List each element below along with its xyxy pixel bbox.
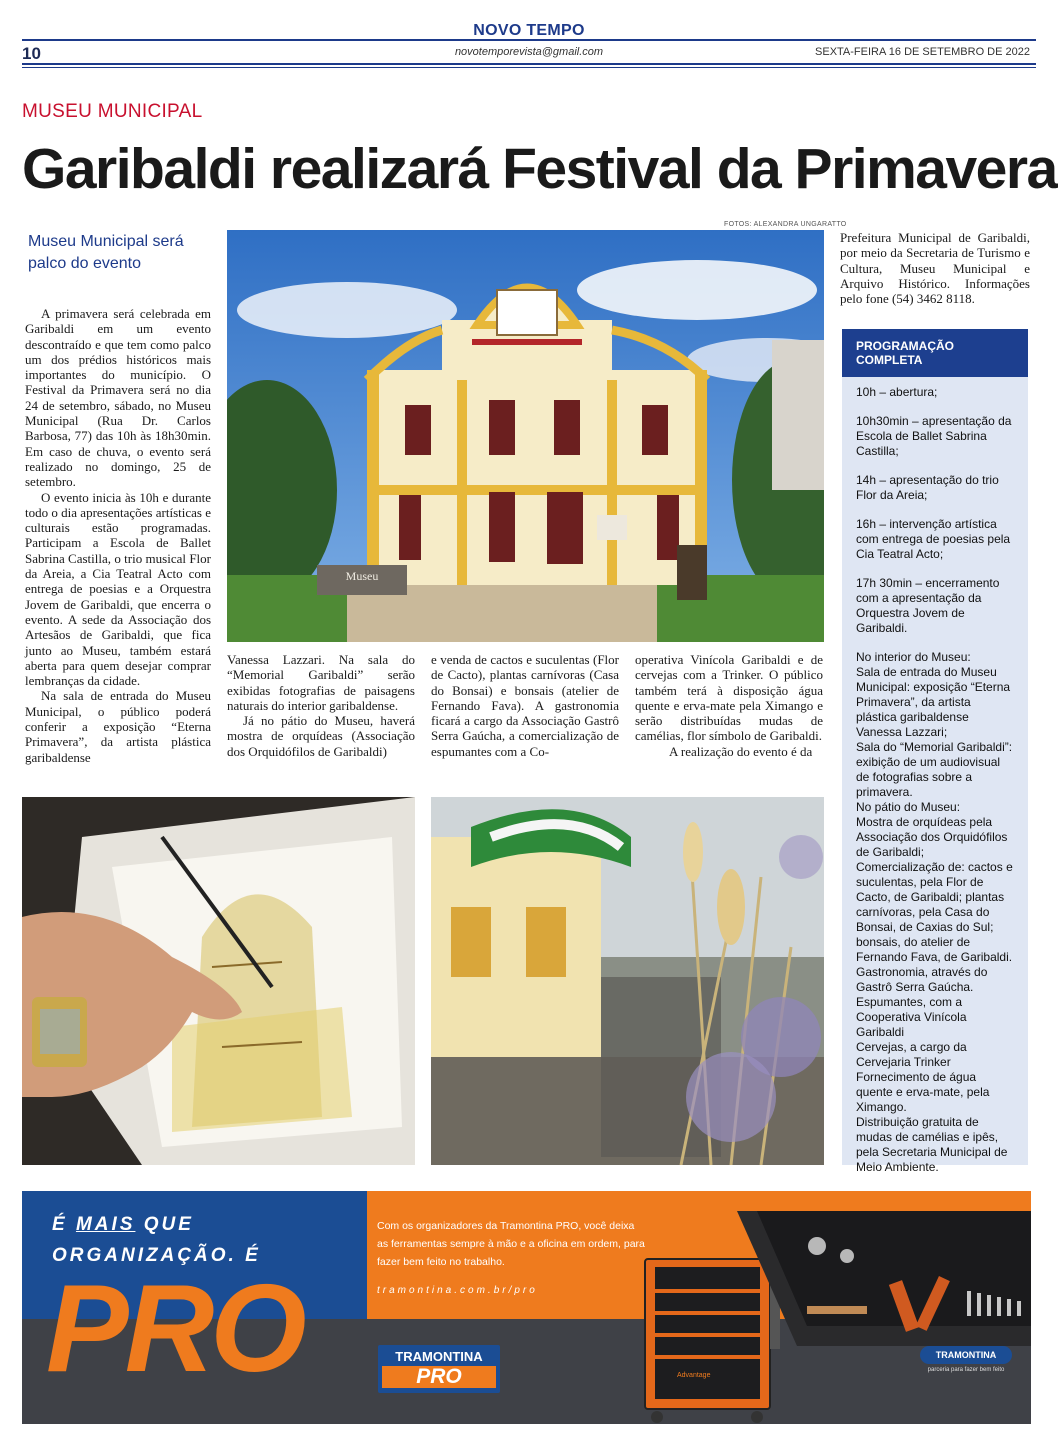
newspaper-name: NOVO TEMPO (473, 22, 585, 39)
museum-sign-text: Museu (345, 569, 379, 583)
header-rule (22, 67, 1036, 68)
schedule-detail: Fornecimento de água quente e erva-mate, pela Ximango. (856, 1070, 990, 1114)
article-column-2 (227, 652, 415, 759)
section-kicker: MUSEU MUNICIPAL (22, 101, 203, 122)
tramontina-pro-logo (378, 1345, 500, 1393)
article-column-3 (431, 652, 619, 759)
schedule-item: 17h 30min – encerramento com a apresentação da Orquestra Jovem de Garibaldi. (856, 576, 1000, 635)
headline: Garibaldi realizará Festival da Primavera (22, 137, 1057, 201)
tramontina-brand-badge: TRAMONTINA (920, 1346, 1012, 1364)
paragraph: Vanessa Lazzari. Na sala do “Memorial Garibaldi” serão exibidas fotografias de paisagens naturais do interior garibaldense. (227, 652, 415, 713)
schedule-detail: Mostra de orquídeas pela Associação dos Orquidófilos de Garibaldi; (856, 815, 1008, 859)
ad-body-text: Com os organizadores da Tramontina PRO, você deixa as ferramentas sempre à mão e a oficina em ordem, para fazer bem feito no trabalho. (377, 1220, 645, 1268)
article-column-5 (840, 230, 1030, 306)
paragraph: A realização do evento é da (669, 743, 813, 759)
ad-slogan-line2: ORGANIZAÇÃO. É (52, 1245, 261, 1266)
schedule-detail: Distribuição gratuita de mudas de camélias e ipês, pela Secretaria Municipal de Meio Ambiente. (856, 1115, 1008, 1174)
tool-tray-illustration (737, 1211, 1031, 1346)
newspaper-email: novotemporevista@gmail.com (454, 46, 604, 58)
cabinet-label: Advantage (677, 1372, 711, 1379)
ad-url[interactable]: tramontina.com.br/pro (377, 1285, 538, 1296)
paragraph: Prefeitura Municipal de Garibaldi, por meio da Secretaria de Turismo e Cultura, Museu Municipal e Arquivo Histórico. Informações pelo fone (54) 3462 8118. (840, 230, 1030, 307)
photo-credit: FOTOS: ALEXANDRA UNGARATTO (724, 221, 847, 228)
article-column-4 (635, 652, 823, 759)
tramontina-ad (22, 1191, 1031, 1424)
schedule-detail: Cervejas, a cargo da Cervejaria Trinker (856, 1040, 967, 1069)
schedule-item: 14h – apresentação do trio Flor da Areia; (856, 473, 999, 502)
schedule-detail: No pátio do Museu: (856, 800, 961, 814)
ad-pro-wordmark: PRO (46, 1260, 303, 1398)
schedule-detail: Gastronomia, através do Gastrô Serra Gaúcha. (856, 965, 988, 994)
museum-photo (227, 230, 824, 642)
tramontina-tagline: parceria para fazer bem feito (927, 1367, 1005, 1373)
header-rule (22, 63, 1036, 65)
schedule-item: 10h – abertura; (856, 385, 938, 399)
schedule-item: 10h30min – apresentação da Escola de Ballet Sabrina Castilla; (856, 414, 1012, 458)
schedule-detail: Sala de entrada do Museu Municipal: exposição “Eterna Primavera”, da artista plástica garibaldense Vanessa Lazzari; (856, 665, 1011, 739)
logo-top-text: TRAMONTINA (395, 1349, 483, 1364)
paragraph: operativa Vinícola Garibaldi e de cervejas com a Trinker. O público também terá à disposição água quente e erva-mate pela Ximango e serão distribuídas mudas de camélias, flor símbolo de Garibaldi. (635, 652, 823, 744)
paragraph: e venda de cactos e suculentas (Flor de Cacto), plantas carnívoras (Casa do Bonsai) e bonsais (atelier de Fernando Fava). A gastronomia ficará a cargo da Associação Gastrô Serra Gaúcha, a comercialização de espumantes com a Co- (431, 652, 619, 759)
edition-date: SEXTA-FEIRA 16 DE SETEMBRO DE 2022 (815, 46, 1030, 58)
page-number: 10 (22, 44, 41, 63)
schedule-item: 16h – intervenção artística com entrega de poesias pela Cia Teatral Acto; (856, 517, 1011, 561)
ad-slogan-part: QUE (135, 1214, 194, 1235)
header-rule (22, 39, 1036, 41)
paragraph: A primavera será celebrada em Garibaldi em um evento descontraído e que tem como palco um dos prédios históricos mais importantes do município. O Festival da Primavera será no dia 24 de setembro, sábado, no Museu Municipal (Rua Dr. Carlos Barbosa, 77) das 10h às 18h30min. Em caso de chuva, o evento será realizado no domingo, 25 de setembro. (25, 306, 211, 490)
schedule-title: PROGRAMAÇÃO COMPLETA (842, 329, 1028, 377)
ad-slogan-emphasis: MAIS (75, 1214, 136, 1235)
flowers-photo (431, 797, 824, 1165)
ad-slogan-part: É (52, 1214, 76, 1235)
schedule-detail: Comercialização de: cactos e suculentas, pela Flor de Cacto, de Garibaldi; plantas carnívoras, pela Casa do Bonsai, de Caxias do Sul; bonsais, do atelier de Fernando Fava, de Garibaldi. (856, 860, 1013, 964)
ad-slogan-line1 (52, 1214, 194, 1236)
paragraph: Já no pátio do Museu, haverá mostra de orquídeas (Associação dos Orquidófilos de Garibaldi) (227, 713, 415, 759)
article-column-1 (25, 306, 211, 765)
schedule-detail: Sala do “Memorial Garibaldi”: exibição de um audiovisual de fotografias sobre a primavera. (856, 740, 1013, 799)
paragraph: O evento inicia às 10h e durante todo o dia apresentações artísticas e culturais estão programadas. Participam a Escola de Ballet Sabrina Castilla, o trio musical Flor da Areia, a Cia Teatral Acto com entrega de poesias e a Orquestra Jovem de Garibaldi, que encerra o evento. A sede da Associação dos Artesãos de Garibaldi, que fica junto ao Museu, também estará aberta para quem desejar comprar lembranças da cidade. (25, 489, 211, 689)
schedule-box (842, 377, 1028, 1174)
schedule-detail: Espumantes, com a Cooperativa Vinícola Garibaldi (856, 995, 967, 1039)
logo-bottom-text: PRO (382, 1366, 496, 1388)
schedule-detail: No interior do Museu: (856, 650, 971, 664)
paragraph: Na sala de entrada do Museu Municipal, o público poderá conferir a exposição “Eterna Primavera”, da artista plástica garibaldense (25, 688, 211, 765)
painting-photo (22, 797, 415, 1165)
subtitle: Museu Municipal será palco do evento (28, 233, 184, 272)
